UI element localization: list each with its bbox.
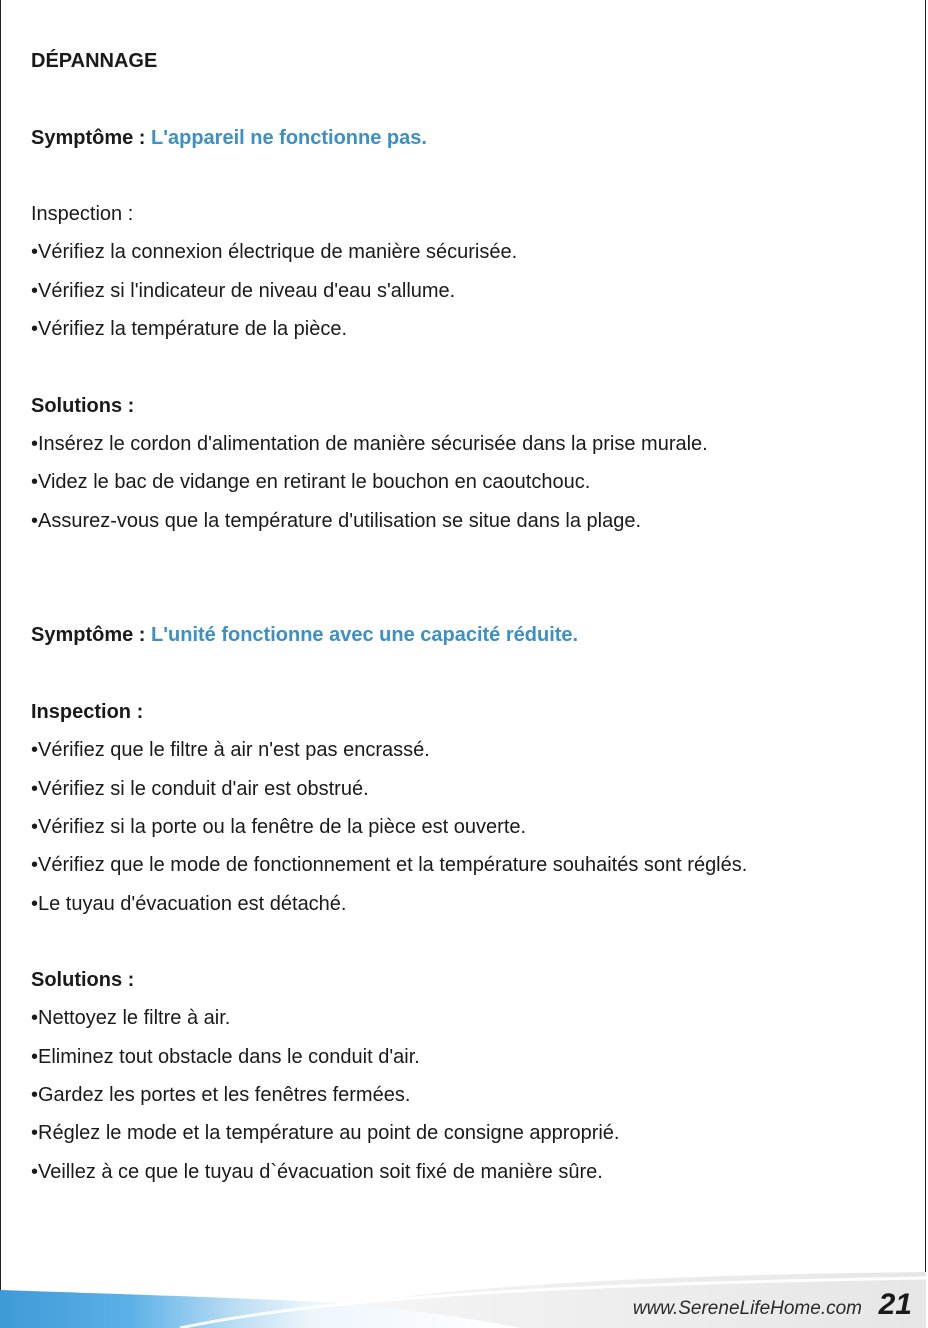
inspection-2-item: •Vérifiez que le filtre à air n'est pas encrassé. bbox=[31, 739, 430, 762]
solution-2-item: •Veillez à ce que le tuyau d`évacuation soit fixé de manière sûre. bbox=[31, 1160, 603, 1183]
symptom-2 bbox=[31, 616, 911, 654]
page-title: DÉPANNAGE bbox=[31, 50, 158, 72]
inspection-1-item: •Vérifiez si l'indicateur de niveau d'eau s'allume. bbox=[31, 279, 456, 302]
symptom-2-text: L'unité fonctionne avec une capacité réduite. bbox=[151, 624, 579, 647]
inspection-1-item: •Vérifiez la connexion électrique de manière sécurisée. bbox=[31, 241, 518, 264]
inspection-1-item: •Vérifiez la température de la pièce. bbox=[31, 318, 348, 341]
solution-2-item: •Nettoyez le filtre à air. bbox=[31, 1007, 231, 1030]
troubleshooting-content bbox=[31, 42, 911, 1191]
symptom-1-label: Symptôme : bbox=[31, 126, 146, 149]
solution-1-item: •Assurez-vous que la température d'utilisation se situe dans la plage. bbox=[31, 509, 642, 532]
solution-1-item: •Videz le bac de vidange en retirant le bouchon en caoutchouc. bbox=[31, 471, 591, 494]
solutions-2-label: Solutions : bbox=[31, 969, 135, 992]
inspection-2-item: •Le tuyau d'évacuation est détaché. bbox=[31, 892, 347, 915]
solution-1-item: •Insérez le cordon d'alimentation de manière sécurisée dans la prise murale. bbox=[31, 432, 708, 455]
page-footer bbox=[0, 1268, 926, 1328]
inspection-2-item: •Vérifiez que le mode de fonctionnement et la température souhaités sont réglés. bbox=[31, 854, 748, 877]
symptom-1-text: L'appareil ne fonctionne pas. bbox=[151, 126, 427, 149]
inspection-2-item: •Vérifiez si le conduit d'air est obstrué. bbox=[31, 777, 369, 800]
solution-2-item: •Eliminez tout obstacle dans le conduit d'air. bbox=[31, 1045, 420, 1068]
symptom-2-label: Symptôme : bbox=[31, 624, 146, 647]
page-number: 21 bbox=[878, 1288, 912, 1321]
solutions-1-label: Solutions : bbox=[31, 394, 135, 417]
symptom-1 bbox=[31, 119, 911, 157]
solution-2-item: •Réglez le mode et la température au point de consigne approprié. bbox=[31, 1122, 620, 1145]
website-url[interactable]: www.SereneLifeHome.com bbox=[632, 1298, 862, 1319]
solution-2-item: •Gardez les portes et les fenêtres fermées. bbox=[31, 1084, 411, 1107]
inspection-1-label: Inspection : bbox=[31, 203, 134, 226]
inspection-2-item: •Vérifiez si la porte ou la fenêtre de la pièce est ouverte. bbox=[31, 815, 527, 838]
inspection-2-label: Inspection : bbox=[31, 701, 144, 724]
